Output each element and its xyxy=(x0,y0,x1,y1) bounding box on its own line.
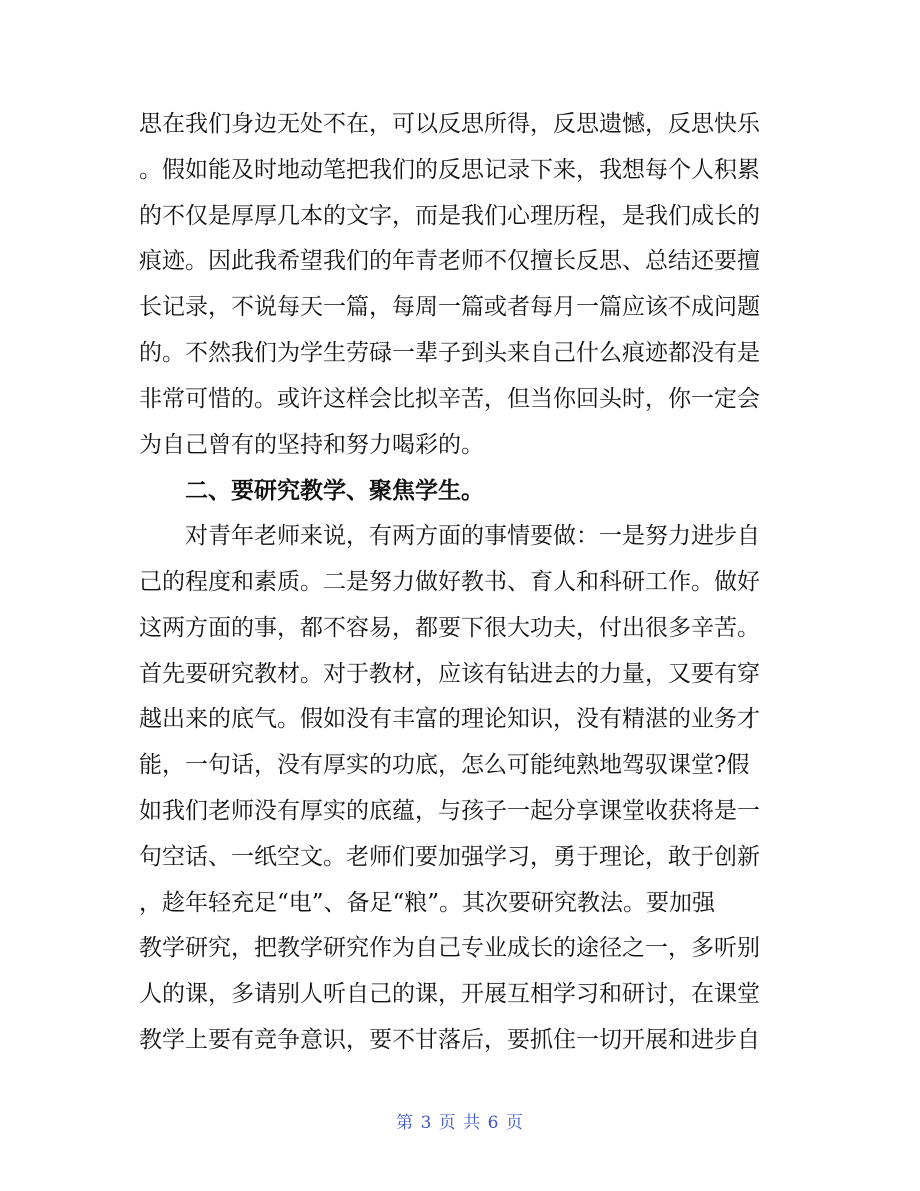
text-line: 的。不然我们为学生劳碌一辈子到头来自己什么痕迹都没有是 xyxy=(139,339,760,366)
text-line: 长记录，不说每天一篇，每周一篇或者每月一篇应该不成问题 xyxy=(139,294,760,321)
text-line: 非常可惜的。或许这样会比拟辛苦，但当你回头时，你一定会 xyxy=(139,385,760,412)
text-line: 的不仅是厚厚几本的文字，而是我们心理历程，是我们成长的 xyxy=(139,202,760,229)
text-line: 能，一句话，没有厚实的功底，怎么可能纯熟地驾驭课堂?假 xyxy=(139,752,750,779)
text-line: 越出来的底气。假如没有丰富的理论知识，没有精湛的业务才 xyxy=(139,706,760,733)
text-line: 对青年老师来说，有两方面的事情要做：一是努力进步自 xyxy=(139,523,760,550)
section-heading: 二、要研究教学、聚焦学生。 xyxy=(139,477,484,505)
text-line: 教学研究，把教学研究作为自己专业成长的途径之一，多听别 xyxy=(139,935,760,962)
text-line: 首先要研究教材。对于教材，应该有钻进去的力量，又要有穿 xyxy=(139,660,760,687)
text-line: 句空话、一纸空文。老师们要加强学习，勇于理论，敢于创新 xyxy=(139,843,760,870)
page-number-footer: 第 3 页 共 6 页 xyxy=(396,1113,524,1133)
text-line: 为自己曾有的坚持和努力喝彩的。 xyxy=(139,431,484,458)
text-line: 痕迹。因此我希望我们的年青老师不仅擅长反思、总结还要擅 xyxy=(139,248,760,275)
text-line: 。假如能及时地动笔把我们的反思记录下来，我想每个人积累 xyxy=(139,156,760,183)
text-line: 思在我们身边无处不在，可以反思所得，反思遗憾，反思快乐 xyxy=(139,111,760,137)
body-text xyxy=(139,102,789,1064)
text-line: 如我们老师没有厚实的底蕴，与孩子一起分享课堂收获将是一 xyxy=(139,797,760,824)
text-line: 人的课，多请别人听自己的课，开展互相学习和研讨，在课堂 xyxy=(139,981,760,1008)
text-line: 教学上要有竞争意识，要不甘落后，要抓住一切开展和进步自 xyxy=(139,1026,760,1053)
text-line: 己的程度和素质。二是努力做好教书、育人和科研工作。做好 xyxy=(139,568,760,595)
text-line: ，趁年轻充足“电”、备足“粮”。其次要研究教法。要加强 xyxy=(139,889,716,916)
text-line: 这两方面的事，都不容易，都要下很大功夫，付出很多辛苦。 xyxy=(139,614,760,641)
